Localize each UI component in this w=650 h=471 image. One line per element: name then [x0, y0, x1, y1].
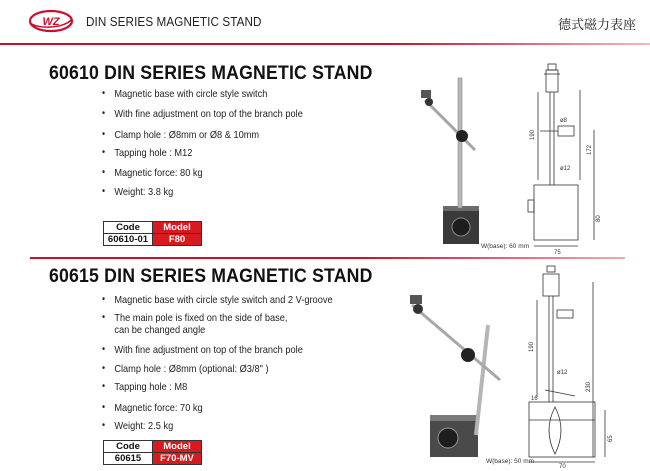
- feature-item: • Weight: 3.8 kg: [102, 186, 303, 204]
- model-value: F70-MV: [153, 453, 202, 465]
- header-chinese-title: 德式磁力表座: [557, 18, 636, 33]
- feature-item: • Tapping hole : M8: [102, 381, 333, 402]
- feature-item: • Magnetic base with circle style switch and 2 V-groove: [102, 294, 333, 312]
- feature-item: • Weight: 2.5 kg: [102, 420, 333, 438]
- dim-label: ø8: [560, 118, 568, 124]
- feature-item: • Tapping hole : M12: [102, 147, 303, 167]
- feature-item-continuation: can be changed angle: [114, 324, 206, 336]
- dim-label: 190: [530, 129, 536, 140]
- wz-logo: [28, 9, 74, 33]
- product-2-base-width: W(base): 50 mm: [486, 458, 535, 465]
- model-header: Model: [153, 441, 202, 453]
- product-2-photo: [400, 285, 510, 467]
- code-header: Code: [104, 441, 153, 453]
- header-divider: [0, 43, 650, 45]
- product-1-drawing: [520, 60, 630, 255]
- dim-label: 16: [531, 396, 538, 402]
- feature-item: • Clamp hole : Ø8mm (optional: Ø3/8" ): [102, 363, 333, 381]
- model-header: Model: [153, 222, 202, 234]
- feature-item: • Clamp hole : Ø8mm or Ø8 & 10mm: [102, 129, 303, 147]
- code-value: 60610-01: [104, 234, 153, 246]
- product-1-base-width: W(base): 60 mm: [481, 243, 530, 250]
- model-value: F80: [153, 234, 202, 246]
- feature-item: • The main pole is fixed on the side of base,: [102, 312, 333, 324]
- dim-label: 190: [529, 341, 535, 352]
- dim-label: 80: [596, 215, 602, 222]
- dim-label: ø12: [560, 166, 571, 172]
- feature-item: • With fine adjustment on top of the branch pole: [102, 344, 333, 363]
- product-2-feature-list: [102, 294, 364, 438]
- product-1-code-table: [103, 221, 202, 246]
- logo-text: WZ: [42, 16, 60, 28]
- header-title: DIN SERIES MAGNETIC STAND: [86, 14, 262, 29]
- dim-label: 230: [586, 381, 592, 392]
- product-2-heading: 60615 DIN SERIES MAGNETIC STAND: [49, 266, 373, 287]
- product-2-drawing: [515, 262, 635, 470]
- feature-item: • With fine adjustment on top of the branch pole: [102, 108, 303, 129]
- dim-label: 70: [559, 464, 566, 470]
- product-1-feature-list: [102, 88, 330, 204]
- dim-label: 75: [554, 250, 561, 256]
- product-1-heading: 60610 DIN SERIES MAGNETIC STAND: [49, 63, 373, 84]
- feature-item: • Magnetic force: 80 kg: [102, 167, 303, 186]
- code-header: Code: [104, 222, 153, 234]
- product-1-photo: [405, 70, 505, 250]
- product-2-code-table: [103, 440, 202, 465]
- dim-label: 65: [608, 435, 614, 442]
- feature-item: • Magnetic base with circle style switch: [102, 88, 303, 108]
- code-value: 60615: [104, 453, 153, 465]
- dim-label: ø12: [557, 370, 568, 376]
- dim-label: 172: [587, 144, 593, 155]
- feature-item: • Magnetic force: 70 kg: [102, 402, 333, 420]
- section-divider: [30, 257, 625, 259]
